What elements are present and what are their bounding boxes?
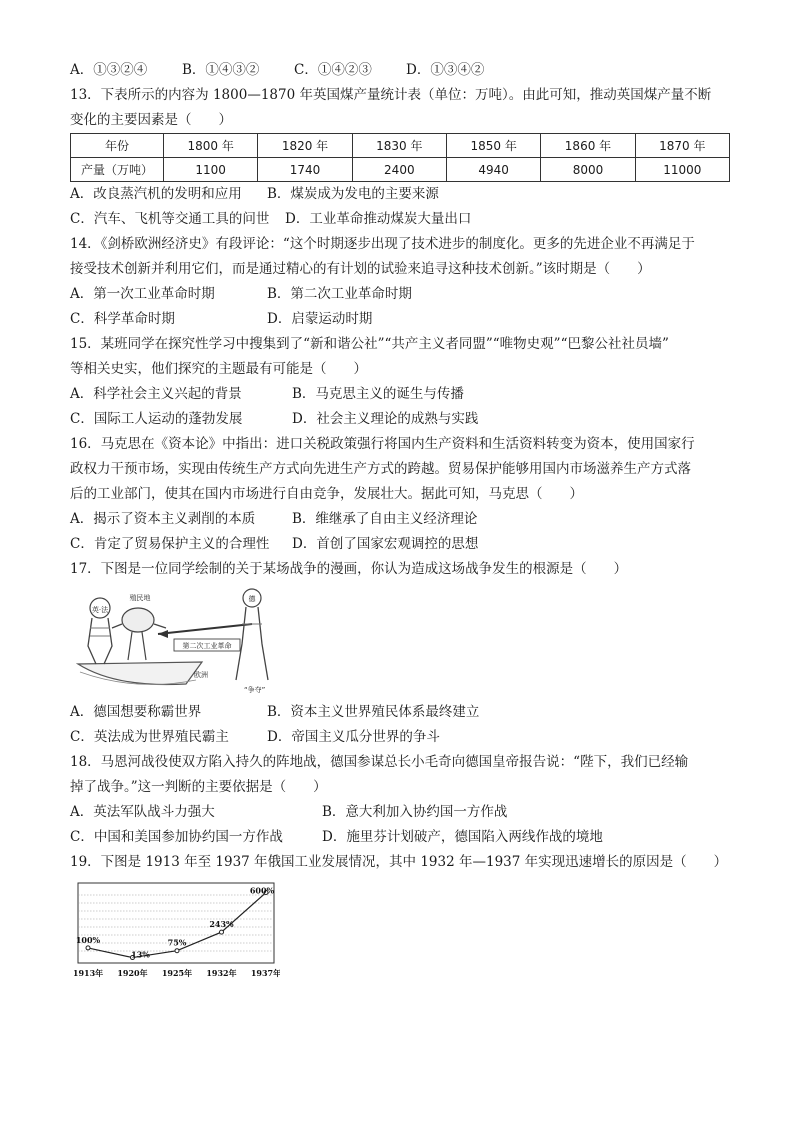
chart-data-label: 243% xyxy=(209,919,234,930)
chart-x-tick-label: 1925年 xyxy=(161,968,193,978)
q18-option-c[interactable]: C．中国和美国参加协约国一方作战 xyxy=(70,829,283,845)
chart-point xyxy=(86,946,90,950)
q12-option-b[interactable]: B．①④③② xyxy=(182,62,260,78)
q13-option-a[interactable]: A．改良蒸汽机的发明和应用 xyxy=(70,186,242,202)
q13-option-d[interactable]: D．工业革命推动煤炭大量出口 xyxy=(285,211,472,227)
q16-stem-line1: 16．马克思在《资本论》中指出：进口关税政策强行将国内生产资料和生活资料转变为资本，使用国家行 xyxy=(70,436,695,452)
table-cell: 11000 xyxy=(635,158,729,182)
coal-output-table xyxy=(70,133,730,182)
q15-stem-line1: 15．某班同学在探究性学习中搜集到了“新和谐公社”“共产主义者同盟”“唯物史观”“巴黎公社社员墙” xyxy=(70,336,669,352)
war-cartoon-illustration xyxy=(76,584,276,696)
q14-options-row2 xyxy=(70,307,730,332)
q16-stem-line3: 后的工业部门，使其在国内市场进行自由竞争，发展壮大。据此可知，马克思（ ） xyxy=(70,486,583,502)
q14-options-row1 xyxy=(70,282,730,307)
q17-stem-line1: 17．下图是一位同学绘制的关于某场战争的漫画，你认为造成这场战争发生的根源是（ ） xyxy=(70,561,628,577)
industry-growth-chart-svg xyxy=(74,879,280,983)
q16-options-row2 xyxy=(70,532,730,557)
q18-stem-line2: 掉了战争。”这一判断的主要依据是（ ） xyxy=(70,779,327,795)
q13-options-row1 xyxy=(70,182,730,207)
table-cell: 1100 xyxy=(164,158,258,182)
q12-options xyxy=(70,58,730,83)
spear-shape xyxy=(158,624,252,634)
q19-stem-line1: 19．下图是 1913 年至 1937 年俄国工业发展情况，其中 1932 年—1937 年实现迅速增长的原因是（ ） xyxy=(70,854,728,870)
table-cell: 1800 年 xyxy=(164,134,258,158)
industry-growth-chart xyxy=(74,879,280,983)
chart-x-axis xyxy=(74,968,280,978)
table-cell: 1740 xyxy=(258,158,352,182)
q16-stem-line2: 政权力干预市场，实现由传统生产方式向先进生产方式的跨越。贸易保护能够用国内市场滋养生产方式落 xyxy=(70,461,691,477)
q17-options-row2 xyxy=(70,725,730,750)
boat-label: 欧洲 xyxy=(194,671,208,679)
table-row xyxy=(71,134,730,158)
chart-point xyxy=(220,930,224,934)
q18-option-d[interactable]: D．施里芬计划破产，德国陷入两线作战的境地 xyxy=(322,829,603,845)
left-figure-label: 英·法 xyxy=(91,606,109,614)
q14-option-a[interactable]: A．第一次工业革命时期 xyxy=(70,286,215,302)
table-row xyxy=(71,158,730,182)
q16-option-d[interactable]: D．首创了国家宏观调控的思想 xyxy=(292,536,479,552)
q14-stem-line1: 14．《剑桥欧洲经济史》有段评论：“这个时期逐步出现了技术进步的制度化。更多的先进企业不再满足于 xyxy=(70,236,695,252)
q15-option-c[interactable]: C．国际工人运动的蓬勃发展 xyxy=(70,411,243,427)
chart-x-tick-label: 1932年 xyxy=(206,968,237,978)
chart-x-tick-label: 1937年 xyxy=(250,968,280,978)
chart-data-label: 100% xyxy=(75,934,101,945)
table-header-output: 产量（万吨） xyxy=(71,158,164,182)
q17-option-c[interactable]: C．英法成为世界殖民霸主 xyxy=(70,729,229,745)
table-cell: 1820 年 xyxy=(258,134,352,158)
q14-option-d[interactable]: D．启蒙运动时期 xyxy=(267,311,373,327)
right-figure-label: 德 xyxy=(248,595,256,603)
q15-options-row2 xyxy=(70,407,730,432)
q15-option-d[interactable]: D．社会主义理论的成熟与实践 xyxy=(292,411,479,427)
colony-label: 殖民地 xyxy=(129,594,151,602)
q13-stem-line2: 变化的主要因素是（ ） xyxy=(70,112,232,128)
table-header-year: 年份 xyxy=(71,134,164,158)
q14-stem-line2: 接受技术创新并利用它们，而是通过精心的有计划的试验来追寻这种技术创新。”该时期是（ ） xyxy=(70,261,651,277)
exam-page xyxy=(70,58,730,983)
colony-figure xyxy=(122,608,154,632)
q18-option-a[interactable]: A．英法军队战斗力强大 xyxy=(70,804,215,820)
q13-option-c[interactable]: C．汽车、飞机等交通工具的问世 xyxy=(70,211,270,227)
q12-option-a[interactable]: A．①③②④ xyxy=(70,62,148,78)
war-cartoon xyxy=(76,584,276,696)
q15-stem-line2: 等相关史实，他们探究的主题最有可能是（ ） xyxy=(70,361,367,377)
q13-option-b[interactable]: B．煤炭成为发电的主要来源 xyxy=(267,186,439,202)
table-cell: 1860 年 xyxy=(541,134,635,158)
q13-stem-line1: 13．下表所示的内容为 1800—1870 年英国煤产量统计表（单位：万吨）。由此可知，推动英国煤产量不断 xyxy=(70,87,712,103)
boat-shape xyxy=(78,662,202,685)
q17-option-b[interactable]: B．资本主义世界殖民体系最终建立 xyxy=(267,704,480,720)
table-cell: 2400 xyxy=(352,158,446,182)
q12-option-d[interactable]: D．①③④② xyxy=(406,62,485,78)
q15-option-b[interactable]: B．马克思主义的诞生与传播 xyxy=(292,386,464,402)
q14-option-c[interactable]: C．科学革命时期 xyxy=(70,311,175,327)
q13-options-row2 xyxy=(70,207,730,232)
table-cell: 4940 xyxy=(446,158,540,182)
q17-option-a[interactable]: A．德国想要称霸世界 xyxy=(70,704,202,720)
q18-options-row1 xyxy=(70,800,730,825)
q16-option-a[interactable]: A．揭示了资本主义剥削的本质 xyxy=(70,511,256,527)
table-cell: 1830 年 xyxy=(352,134,446,158)
q18-stem-line1: 18．马恩河战役使双方陷入持久的阵地战，德国参谋总长小毛奇向德国皇帝报告说：“陛下，我们已经输 xyxy=(70,754,689,770)
q18-option-b[interactable]: B．意大利加入协约国一方作战 xyxy=(322,804,508,820)
sword-label: 第二次工业革命 xyxy=(182,642,232,650)
chart-data-label: 600% xyxy=(249,885,275,896)
chart-data-label: 13% xyxy=(131,949,150,960)
q17-option-d[interactable]: D．帝国主义瓜分世界的争斗 xyxy=(267,729,440,745)
q16-options-row1 xyxy=(70,507,730,532)
q14-option-b[interactable]: B．第二次工业革命时期 xyxy=(267,286,412,302)
q16-option-b[interactable]: B．维继承了自由主义经济理论 xyxy=(292,511,478,527)
q17-options-row1 xyxy=(70,700,730,725)
chart-x-tick-label: 1913年 xyxy=(74,968,104,978)
q16-option-c[interactable]: C．肯定了贸易保护主义的合理性 xyxy=(70,536,270,552)
table-cell: 8000 xyxy=(541,158,635,182)
table-cell: 1850 年 xyxy=(446,134,540,158)
chart-point xyxy=(175,949,179,953)
cartoon-caption: “争夺” xyxy=(244,686,266,694)
table-cell: 1870 年 xyxy=(635,134,729,158)
chart-data-label: 75% xyxy=(167,937,187,948)
q15-options-row1 xyxy=(70,382,730,407)
chart-x-tick-label: 1920年 xyxy=(117,968,148,978)
q18-options-row2 xyxy=(70,825,730,850)
q15-option-a[interactable]: A．科学社会主义兴起的背景 xyxy=(70,386,242,402)
q12-option-c[interactable]: C．①④②③ xyxy=(294,62,372,78)
